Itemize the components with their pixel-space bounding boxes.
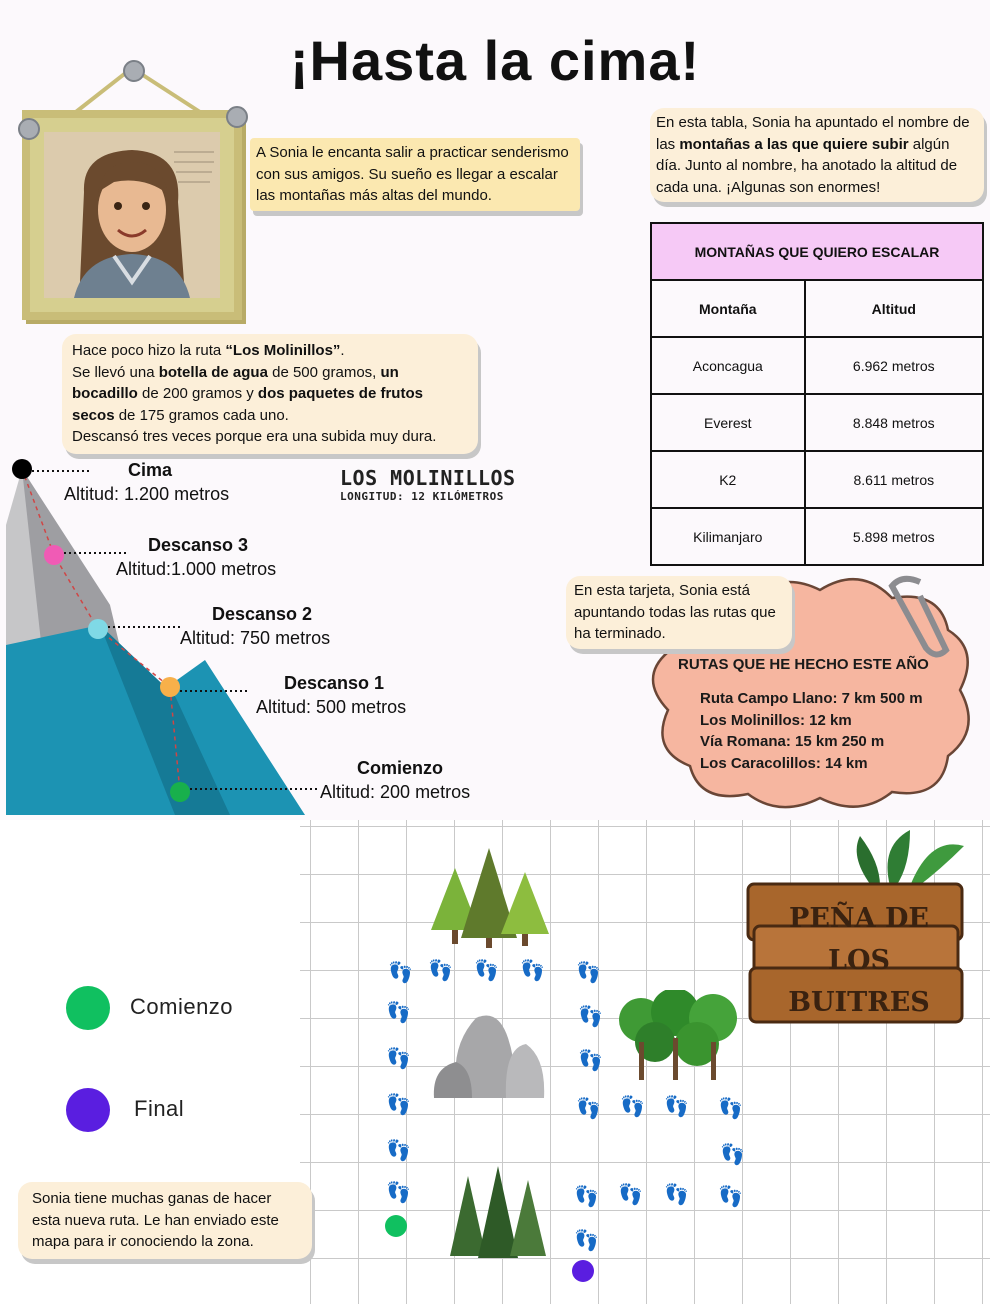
footprint-icon: 👣 — [664, 1096, 689, 1118]
table-cell: 5.898 metros — [805, 508, 983, 565]
point-altitude: Altitud: 1.200 metros — [64, 484, 230, 504]
table-cell: 8.611 metros — [805, 451, 983, 508]
descanso3-dot — [44, 545, 64, 565]
footprint-icon: 👣 — [578, 1050, 603, 1072]
route-note-text: de 500 gramos, — [267, 363, 381, 381]
list-item: Ruta Campo Llano: 7 km 500 m — [700, 690, 923, 707]
route-note-text: Descansó tres veces porque era una subida muy dura. — [72, 428, 437, 445]
table-note-bold: montañas a las que quiere subir — [679, 135, 909, 153]
point-name: Descanso 3 — [148, 535, 249, 555]
intro-note — [250, 138, 580, 211]
point-altitude: Altitud:1.000 metros — [116, 559, 277, 579]
point-name: Comienzo — [357, 758, 444, 778]
picture-frame — [22, 110, 242, 320]
pin-icon — [18, 118, 40, 140]
footprint-icon: 👣 — [386, 1094, 411, 1116]
forest-icon — [615, 990, 745, 1085]
descanso2-dot — [88, 619, 108, 639]
intro-text: A Sonia le encanta salir a practicar senderismo con sus amigos. Su sueño es llegar a escalar las montañas más altas del mundo. — [256, 144, 569, 204]
table-cell: Kilimanjaro — [651, 508, 805, 565]
footprint-icon: 👣 — [386, 1140, 411, 1162]
table-row — [651, 508, 983, 565]
column-header: Montaña — [651, 280, 805, 337]
mountains-table — [650, 222, 984, 566]
point-name: Descanso 1 — [284, 673, 385, 693]
list-item: Los Molinillos: 12 km — [700, 711, 852, 729]
footprint-icon: 👣 — [574, 1230, 599, 1252]
footprint-icon: 👣 — [718, 1098, 743, 1120]
route-note-text: . — [340, 342, 345, 359]
footprint-icon: 👣 — [718, 1186, 743, 1208]
footprint-icon: 👣 — [576, 1098, 601, 1120]
sign-text — [752, 898, 966, 1024]
sign-line: LOS — [827, 945, 890, 976]
footprint-icon: 👣 — [576, 962, 601, 984]
legend-start-label: Comienzo — [130, 994, 234, 1019]
table-title: MONTAÑAS QUE QUIERO ESCALAR — [651, 223, 983, 280]
footprint-icon: 👣 — [578, 1006, 603, 1028]
map-note-text: Sonia tiene muchas ganas de hacer esta nueva ruta. Le han enviado este mapa para ir conociendo la zona. — [32, 1190, 279, 1250]
label-cima — [64, 458, 229, 506]
map-end-point — [572, 1260, 594, 1282]
footprint-icon: 👣 — [664, 1184, 689, 1206]
page-title: ¡Hasta la cima! — [289, 29, 701, 92]
sign-line: PEÑA DE — [789, 903, 929, 934]
route-note-bold: botella de agua — [158, 363, 268, 381]
pine-trees-icon — [425, 848, 555, 948]
table-row — [651, 394, 983, 451]
footprint-icon: 👣 — [388, 962, 413, 984]
descanso1-dot — [160, 677, 180, 697]
table-row — [651, 451, 983, 508]
route-note-text: de 175 gramos cada uno. — [114, 406, 289, 424]
map-start-point — [385, 1215, 407, 1237]
rocks-icon — [428, 1008, 548, 1103]
card-note-text: En esta tarjeta, Sonia está apuntando todas las rutas que ha terminado. — [574, 582, 776, 642]
footprint-icon: 👣 — [720, 1144, 745, 1166]
pin-icon — [123, 60, 145, 82]
table-cell: 6.962 metros — [805, 337, 983, 394]
cima-dot — [12, 459, 32, 479]
table-cell: Everest — [651, 394, 805, 451]
footprint-icon: 👣 — [574, 1186, 599, 1208]
footprint-icon: 👣 — [618, 1184, 643, 1206]
table-row — [651, 337, 983, 394]
point-altitude: Altitud: 500 metros — [256, 697, 407, 717]
list-item: Los Caracolillos: 14 km — [700, 754, 868, 772]
pin-icon — [226, 106, 248, 128]
table-cell: Aconcagua — [651, 337, 805, 394]
route-note-bold: un bocadillo — [72, 363, 399, 402]
list-item: Vía Romana: 15 km 250 m — [700, 733, 885, 750]
footprint-icon: 👣 — [386, 1002, 411, 1024]
footprint-icon: 👣 — [520, 960, 545, 982]
label-descanso-2 — [180, 602, 330, 650]
label-descanso-3 — [116, 533, 276, 581]
fir-trees-icon — [448, 1166, 548, 1266]
route-note-text: de 200 gramos y — [137, 385, 258, 402]
footprint-icon: 👣 — [386, 1048, 411, 1070]
routes-card-title: RUTAS QUE HE HECHO ESTE AÑO — [678, 656, 929, 673]
point-name: Cima — [128, 460, 173, 480]
table-note-text: algún día. Junto al nombre, ha anotado la altitud de cada una. ¡Algunas son enormes! — [656, 135, 958, 196]
route-note-bold: dos paquetes de frutos secos — [72, 385, 423, 424]
card-note — [566, 576, 792, 649]
sign-line: BUITRES — [788, 987, 930, 1018]
footprint-icon: 👣 — [620, 1096, 645, 1118]
table-cell: K2 — [651, 451, 805, 508]
route-length: LONGITUD: 12 KILÓMETROS — [340, 490, 504, 503]
footprint-icon: 👣 — [386, 1182, 411, 1204]
comienzo-dot — [170, 782, 190, 802]
route-name: LOS MOLINILLOS — [340, 466, 516, 490]
point-name: Descanso 2 — [212, 604, 313, 624]
label-descanso-1 — [256, 671, 406, 719]
route-heading — [340, 466, 516, 503]
start-legend-dot — [66, 986, 110, 1030]
routes-list — [700, 688, 923, 774]
route-note-text: Se llevó una — [72, 363, 159, 381]
route-note-bold: “Los Molinillos” — [225, 342, 341, 359]
girl-portrait — [44, 132, 220, 298]
footprint-icon: 👣 — [474, 960, 499, 982]
table-cell: 8.848 metros — [805, 394, 983, 451]
table-note-text: En esta tabla, Sonia ha apuntado el nombre de las — [656, 114, 970, 153]
legend-end-label: Final — [134, 1096, 185, 1121]
end-legend-dot — [66, 1088, 110, 1132]
route-note-text: Hace poco hizo la ruta — [72, 342, 226, 359]
map-note — [18, 1182, 312, 1259]
column-header: Altitud — [805, 280, 983, 337]
table-note — [650, 108, 984, 202]
point-altitude: Altitud: 200 metros — [320, 782, 471, 802]
footprint-icon: 👣 — [428, 960, 453, 982]
label-comienzo — [320, 756, 470, 804]
route-note — [62, 334, 478, 454]
point-altitude: Altitud: 750 metros — [180, 628, 331, 648]
